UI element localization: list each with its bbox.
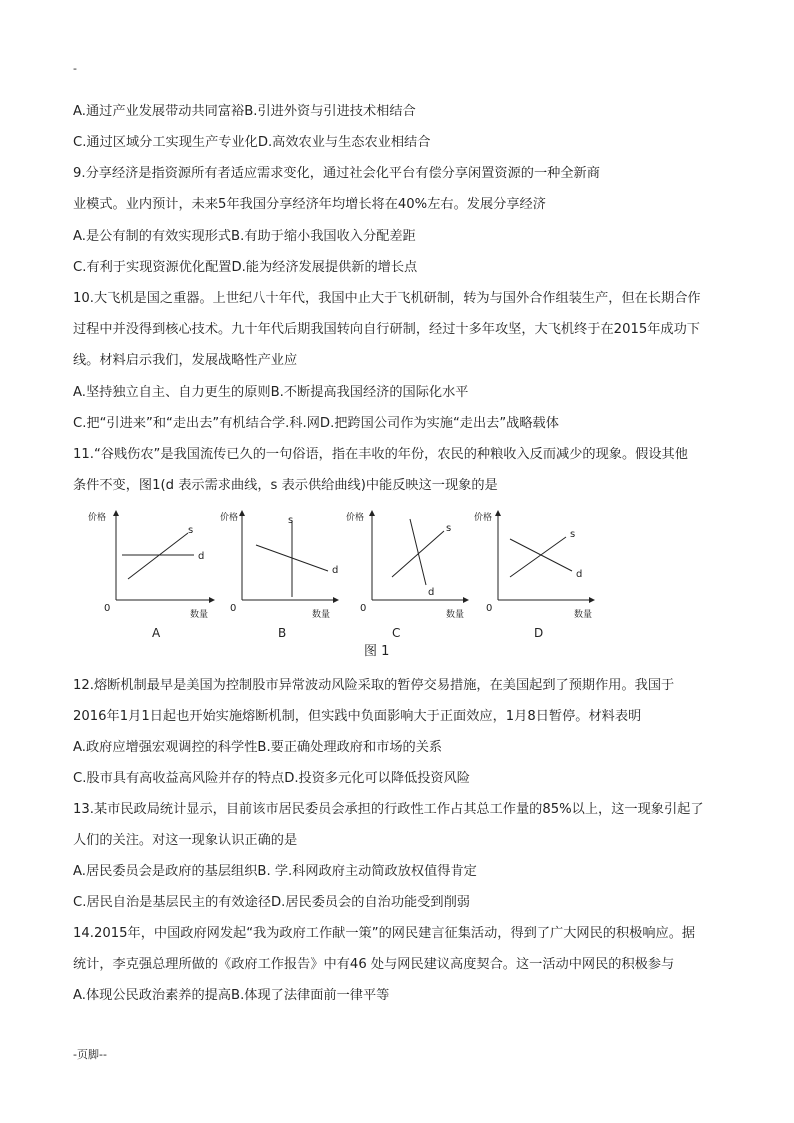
y-axis-label: 价格 [88,513,107,523]
text-line: 13.某市民政局统计显示，目前该市居民委员会承担的行政性工作占其总工作量的85%以上，这一现象引起了 [73,802,704,817]
figure-caption: 图 1 [364,644,390,659]
demand-label: d [576,569,583,580]
demand-curve [510,539,572,571]
text-line: 业模式。业内预计，未来5年我国分享经济年均增长将在40%左右。发展分享经济 [73,197,546,212]
panel-d [474,511,592,640]
figure-1 [80,505,640,665]
text-line: 11.“谷贱伤农”是我国流传已久的一句俗语，指在丰收的年份，农民的种粮收入反而减少的现象。假设其他 [73,447,688,462]
supply-curve [128,533,188,579]
text-line: A.是公有制的有效实现形式B.有助于缩小我国收入分配差距 [73,229,416,244]
supply-label: s [446,523,452,534]
text-line: A.通过产业发展带动共同富裕B.引进外资与引进技术相结合 [73,104,416,119]
x-axis-label: 数量 [574,610,593,620]
x-axis-label: 数量 [312,610,331,620]
text-line: 条件不变，图1(d 表示需求曲线，s 表示供给曲线)中能反映这一现象的是 [73,478,498,493]
y-axis-label: 价格 [346,513,365,523]
text-line: A.坚持独立自主、自力更生的原则B.不断提高我国经济的国际化水平 [73,385,469,400]
x-axis-label: 数量 [446,610,465,620]
demand-label: d [198,551,205,562]
supply-label: s [188,525,194,536]
header-mark: - [73,62,77,75]
figure-1-svg [80,505,640,665]
y-axis-label: 价格 [220,513,239,523]
y-axis-label: 价格 [474,513,493,523]
text-line: 统计，李克强总理所做的《政府工作报告》中有46 处与网民建议高度契合。这一活动中网民的积极参与 [73,957,675,972]
panel-letter: C [392,626,401,640]
text-line: 2016年1月1日起也开始实施熔断机制，但实践中负面影响大于正面效应，1月8日暂停。材料表明 [73,709,642,724]
origin-label: 0 [360,603,367,614]
text-line: 9.分享经济是指资源所有者适应需求变化，通过社会化平台有偿分享闲置资源的一种全新商 [73,166,600,181]
text-line: C.把“引进来”和“走出去”有机结合学.科.网D.把跨国公司作为实施“走出去”战略载体 [73,416,559,431]
text-line: C.股市具有高收益高风险并存的特点D.投资多元化可以降低投资风险 [73,771,470,786]
text-line: 线。材料启示我们，发展战略性产业应 [73,353,298,368]
origin-label: 0 [104,603,111,614]
text-line: 12.熔断机制最早是美国为控制股市异常波动风险采取的暂停交易措施，在美国起到了预期作用。我国于 [73,678,675,693]
panel-c [346,511,466,640]
origin-label: 0 [230,603,237,614]
text-line: A.居民委员会是政府的基层组织B. 学.科网政府主动简政放权值得肯定 [73,864,477,879]
supply-label: s [570,529,576,540]
panel-letter: A [152,626,161,640]
panel-letter: B [278,626,287,640]
text-line: A.体现公民政治素养的提高B.体现了法律面前一律平等 [73,988,390,1003]
text-line: 人们的关注。对这一现象认识正确的是 [73,833,298,848]
text-line: A.政府应增强宏观调控的科学性B.要正确处理政府和市场的关系 [73,740,443,755]
text-line: C.居民自治是基层民主的有效途径D.居民委员会的自治功能受到削弱 [73,895,470,910]
text-line: 过程中并没得到核心技术。九十年代后期我国转向自行研制，经过十多年攻坚，大飞机终于在2015年成功下 [73,322,700,337]
text-line: 14.2015年，中国政府网发起“我为政府工作献一策”的网民建言征集活动，得到了广大网民的积极响应。据 [73,926,696,941]
text-line: C.有利于实现资源优化配置D.能为经济发展提供新的增长点 [73,260,418,275]
supply-label: s [288,515,294,526]
text-line: 10.大飞机是国之重器。上世纪八十年代，我国中止大于飞机研制，转为与国外合作组装生产，但在长期合作 [73,291,701,306]
origin-label: 0 [486,603,493,614]
x-axis-label: 数量 [190,610,209,620]
text-line: C.通过区域分工实现生产专业化D.高效农业与生态农业相结合 [73,135,431,150]
demand-curve [410,519,426,585]
panel-b [220,511,338,640]
panel-a [88,511,212,640]
page-footer: -页脚-- [73,1048,107,1061]
demand-label: d [428,587,435,598]
panel-letter: D [534,626,544,640]
demand-label: d [332,565,339,576]
